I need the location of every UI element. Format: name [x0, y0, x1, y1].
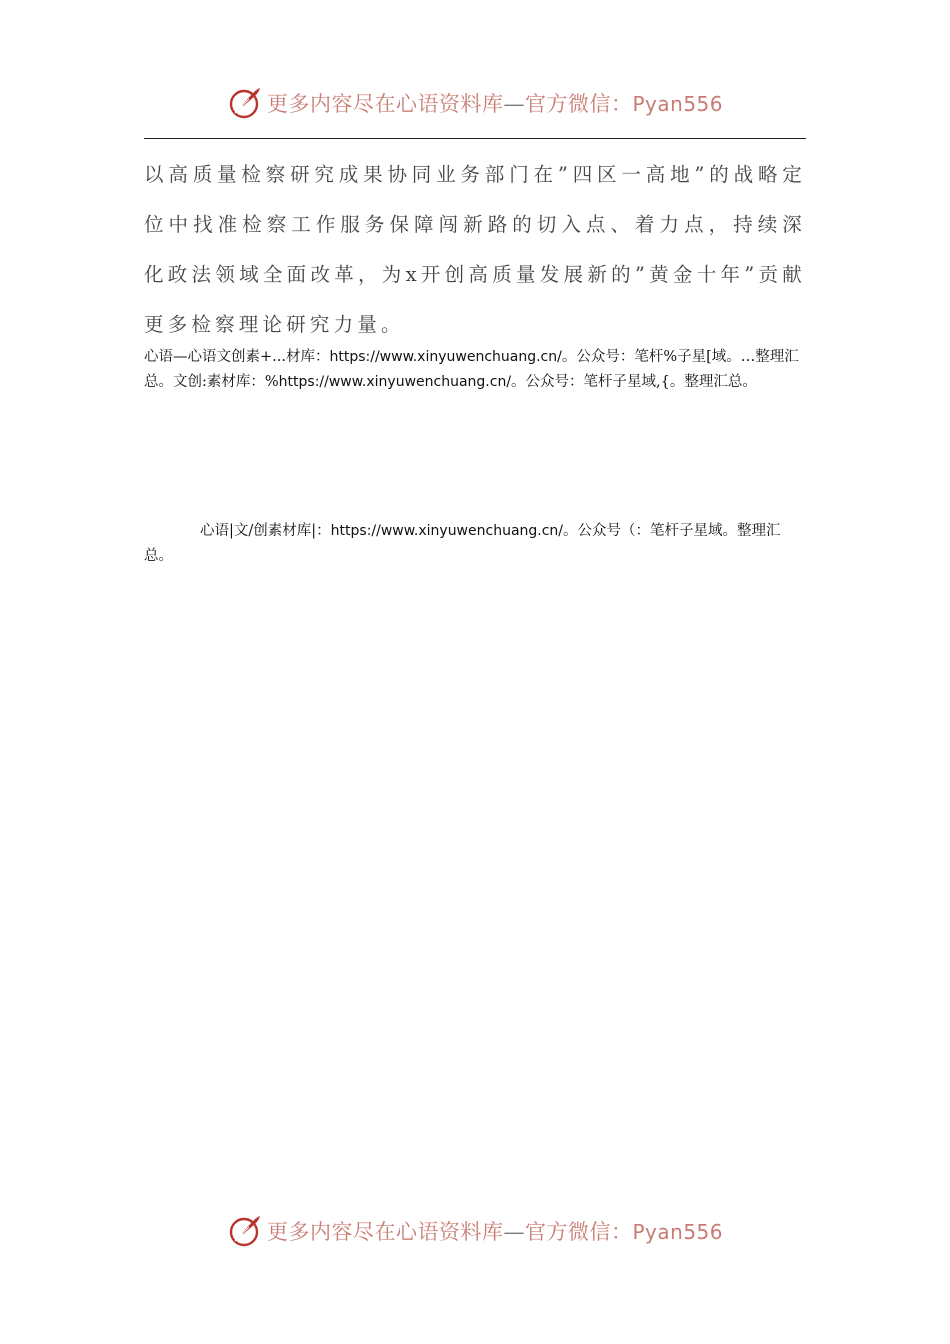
- banner-cn: 更多内容尽在心语资料库: [266, 1220, 504, 1244]
- footer-banner-text: [267, 1216, 723, 1246]
- body-paragraph: 以高质量检察研究成果协同业务部门在”四区一高地”的战略定位中找准检察工作服务保障闯新路的切入点、着力点，持续深化政法领域全面改革，为x开创高质量发展新的”黄金十年”贡献更多检察理论研究力量。: [144, 163, 806, 336]
- banner-dash: —: [503, 92, 525, 116]
- note1-link-1[interactable]: https://www.xinyuwenchuang.cn/: [329, 349, 562, 365]
- note1-text-b: 。公众号：笔杆%子星[域。…整理汇总。文创:素材库：%: [144, 349, 799, 390]
- note1-text-c: 。公众号：笔杆子星域,{。整理汇总。: [511, 374, 757, 390]
- banner-label: 官方微信：: [524, 92, 633, 116]
- header-banner-text: [267, 88, 723, 118]
- banner-cn: 更多内容尽在心语资料库: [266, 92, 504, 116]
- note2-text-b: 。公众号（：笔杆子星域。整理汇总。: [144, 523, 781, 564]
- footer-banner: [0, 1211, 950, 1251]
- source-note-2: [144, 519, 806, 569]
- banner-dash: —: [503, 1220, 525, 1244]
- note1-text-a: 心语—心语文创素+...材库：: [144, 349, 330, 365]
- note1-link-2[interactable]: https://www.xinyuwenchuang.cn/: [278, 374, 512, 390]
- quill-pen-logo-icon: [227, 85, 263, 121]
- note2-text-a: 心语|文/创素材库|：: [200, 523, 331, 539]
- header-banner: [0, 83, 950, 123]
- source-note-1: [144, 345, 806, 395]
- quill-pen-logo-icon: [227, 1213, 263, 1249]
- header-rule: [144, 138, 806, 139]
- banner-id: Pyan556: [632, 92, 723, 116]
- banner-id: Pyan556: [632, 1220, 723, 1244]
- note2-link[interactable]: https://www.xinyuwenchuang.cn/: [330, 523, 564, 539]
- banner-label: 官方微信：: [524, 1220, 633, 1244]
